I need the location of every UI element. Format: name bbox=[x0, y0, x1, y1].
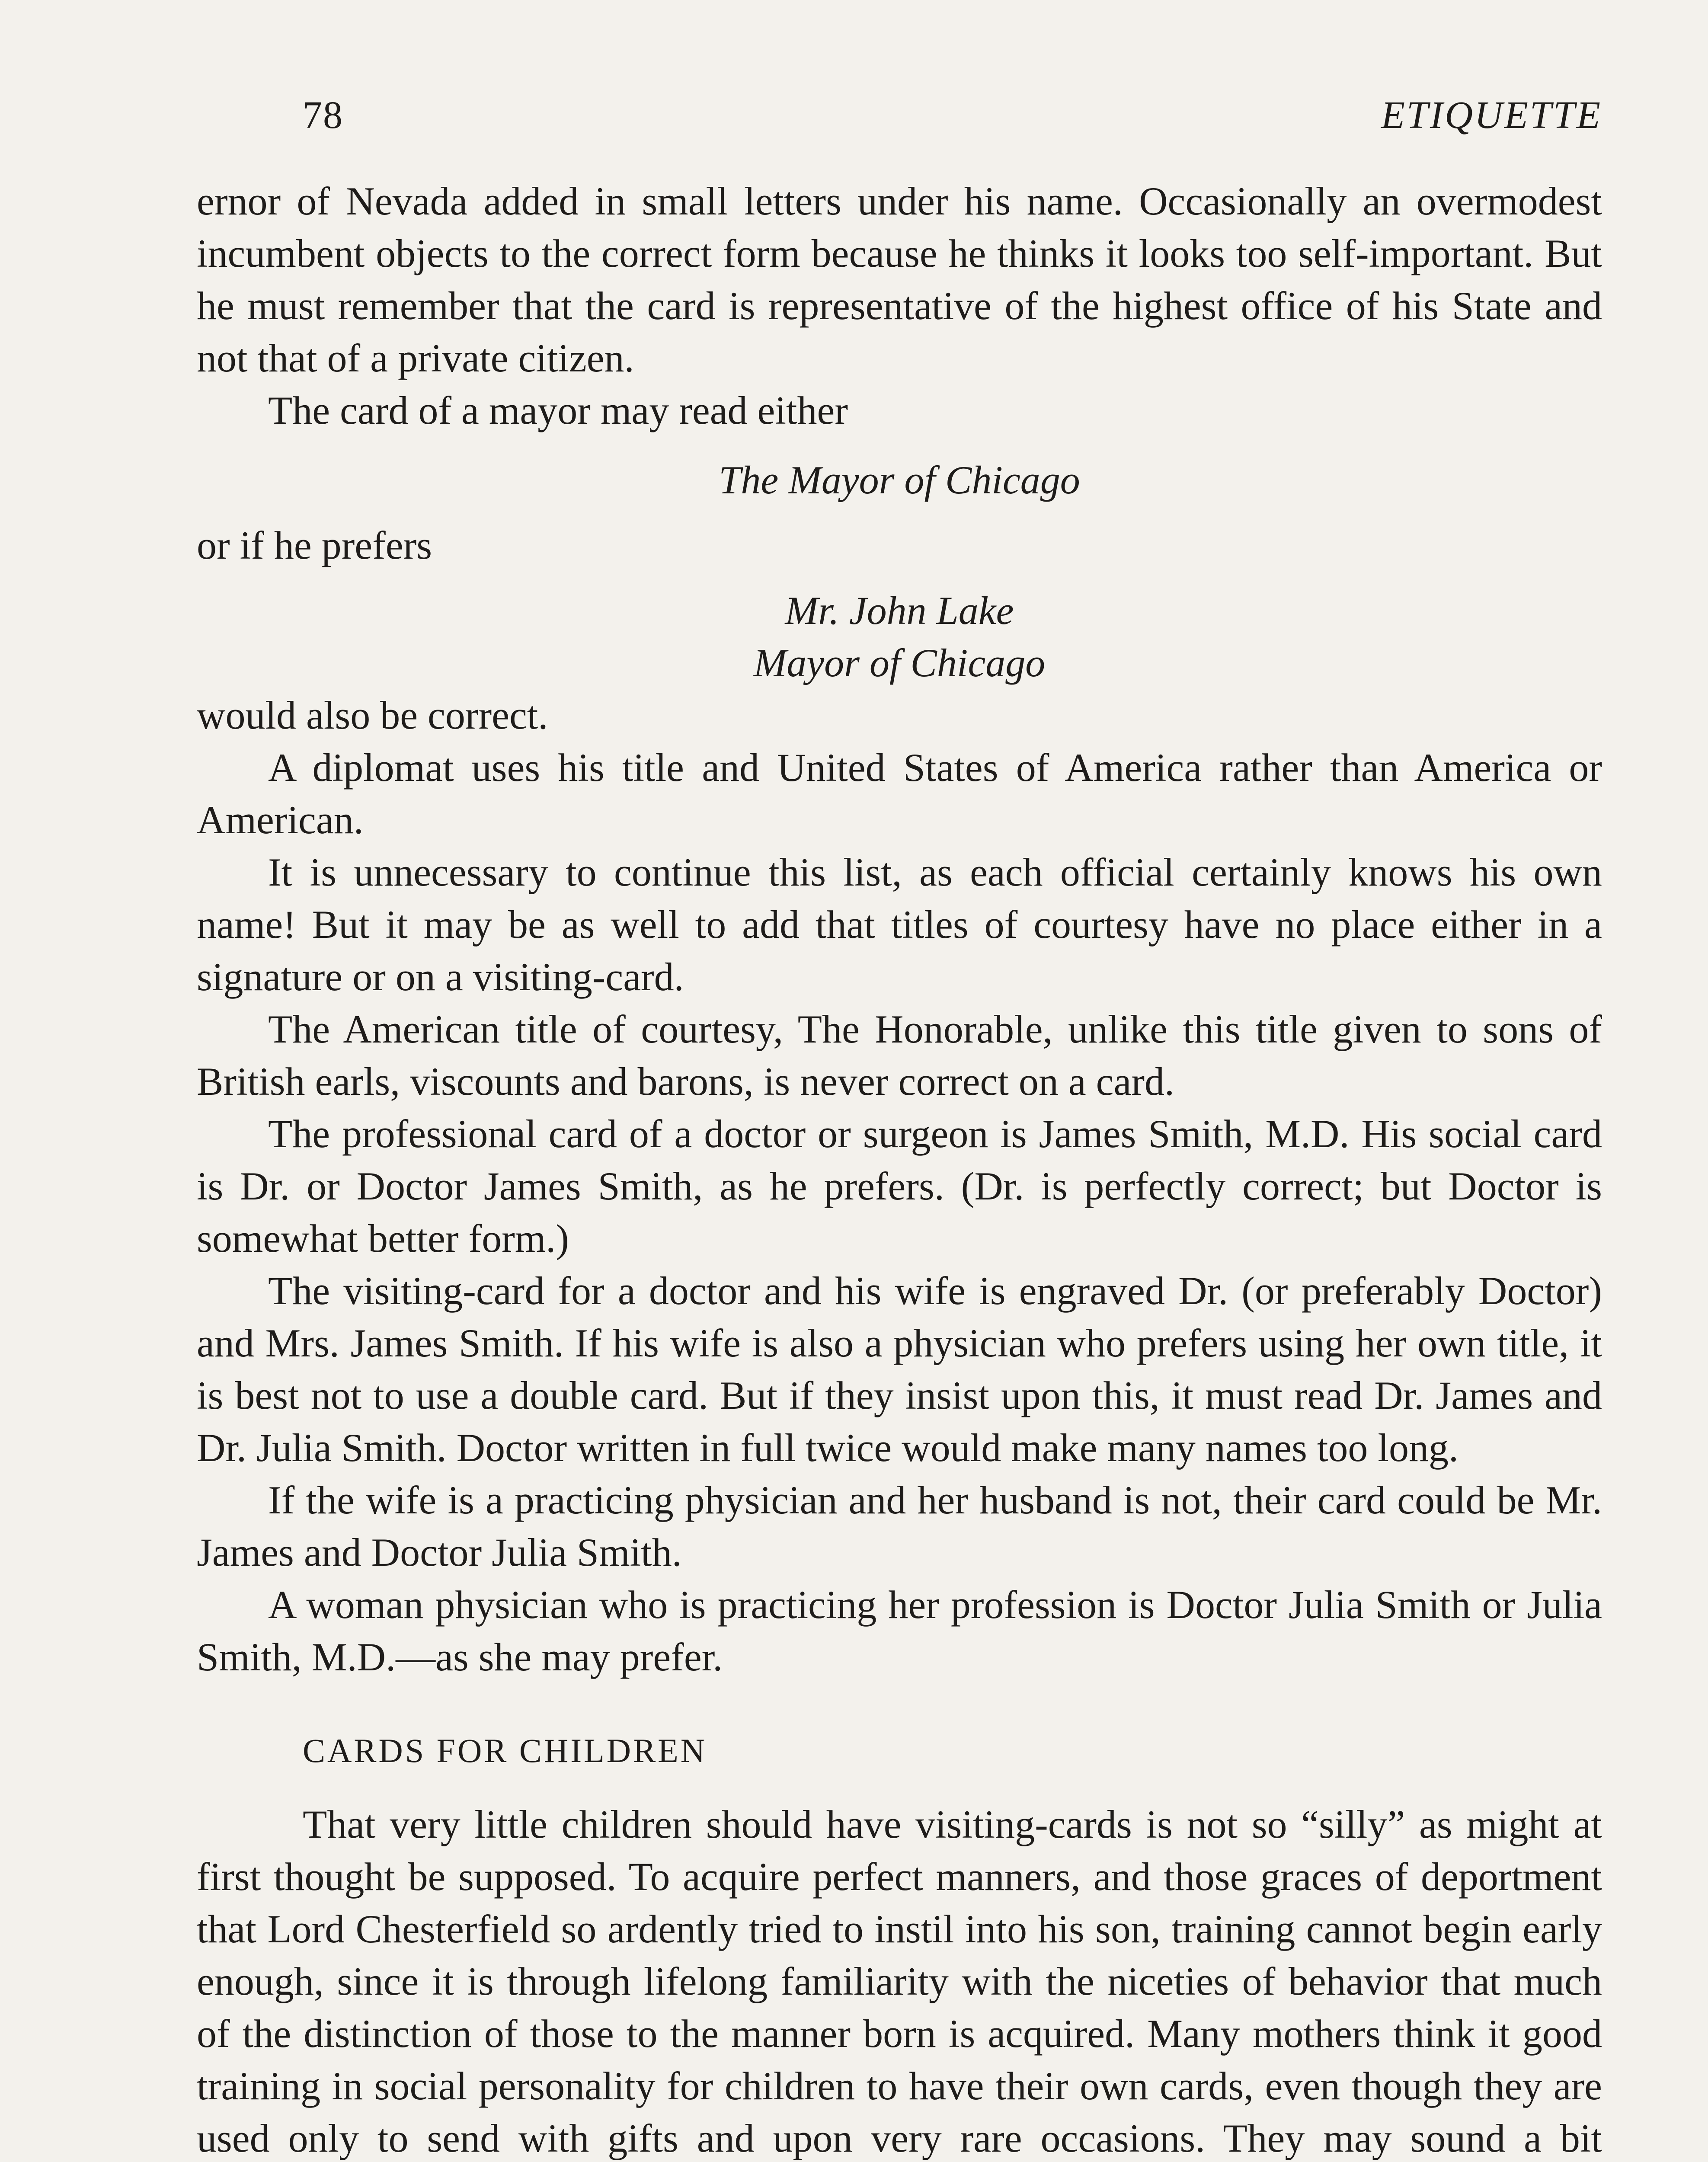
paragraph: ernor of Nevada added in small letters under his name. Occasionally an overmodest incumbent objects to the correct form because he thinks it looks too self-important. But he must remember that the card is representative of the highest office of his State and not that of a private citizen. bbox=[197, 179, 1602, 380]
paragraph: If the wife is a practicing physician and her husband is not, their card could be Mr. James and Doctor Julia Smith. bbox=[197, 1478, 1602, 1574]
example-card-mayor: The Mayor of Chicago bbox=[719, 458, 1080, 502]
running-head: ETIQUETTE bbox=[1381, 94, 1602, 137]
page-number: 78 bbox=[303, 94, 343, 137]
body-text bbox=[197, 175, 1602, 2162]
paragraph: That very little children should have visiting-cards is not so “silly” as might at first thought be supposed. To acquire perfect manners, and those graces of deportment that Lord Chesterfield so ardently tried to instil into his son, training cannot begin early enough, since it is through lifelong familiarity with the niceties of behavior that much of the distinction of those to the manner born is acquired. Many mothers think it good training in social personality for children to have their own cards, even though they are used only to send with gifts and upon very rare occasions. They may sound a bit bbox=[197, 1802, 1602, 2160]
paragraph: would also be correct. bbox=[197, 693, 548, 737]
paragraph: The American title of courtesy, The Honorable, unlike this title given to sons of British earls, viscounts and barons, is never correct on a card. bbox=[197, 1007, 1602, 1103]
page-header bbox=[197, 93, 1602, 145]
paragraph: A woman physician who is practicing her profession is Doctor Julia Smith or Julia Smith, M.D.—as she may prefer. bbox=[197, 1583, 1602, 1679]
paragraph: The visiting-card for a doctor and his wife is engraved Dr. (or preferably Doctor) and Mrs. James Smith. If his wife is also a physician who prefers using her own title, it is best not to use a double card. But if they insist upon this, it must read Dr. James and Dr. Julia Smith. Doctor written in full twice would make many names too long. bbox=[197, 1269, 1602, 1470]
paragraph: The professional card of a doctor or surgeon is James Smith, M.D. His social card is Dr. or Doctor James Smith, as he prefers. (Dr. is perfectly correct; but Doctor is somewhat better form.) bbox=[197, 1112, 1602, 1260]
paragraph: It is unnecessary to continue this list, as each official certainly knows his own name! But it may be as well to add that titles of courtesy have no place either in a signature or on a visiting-card. bbox=[197, 850, 1602, 999]
example-card-title: Mayor of Chicago bbox=[753, 641, 1046, 685]
example-card-name: Mr. John Lake bbox=[785, 588, 1014, 633]
section-heading: CARDS FOR CHILDREN bbox=[303, 1732, 707, 1769]
paragraph: or if he prefers bbox=[197, 523, 432, 567]
paragraph: The card of a mayor may read either bbox=[268, 388, 848, 432]
paragraph: A diplomat uses his title and United States of America rather than America or American. bbox=[197, 745, 1602, 842]
